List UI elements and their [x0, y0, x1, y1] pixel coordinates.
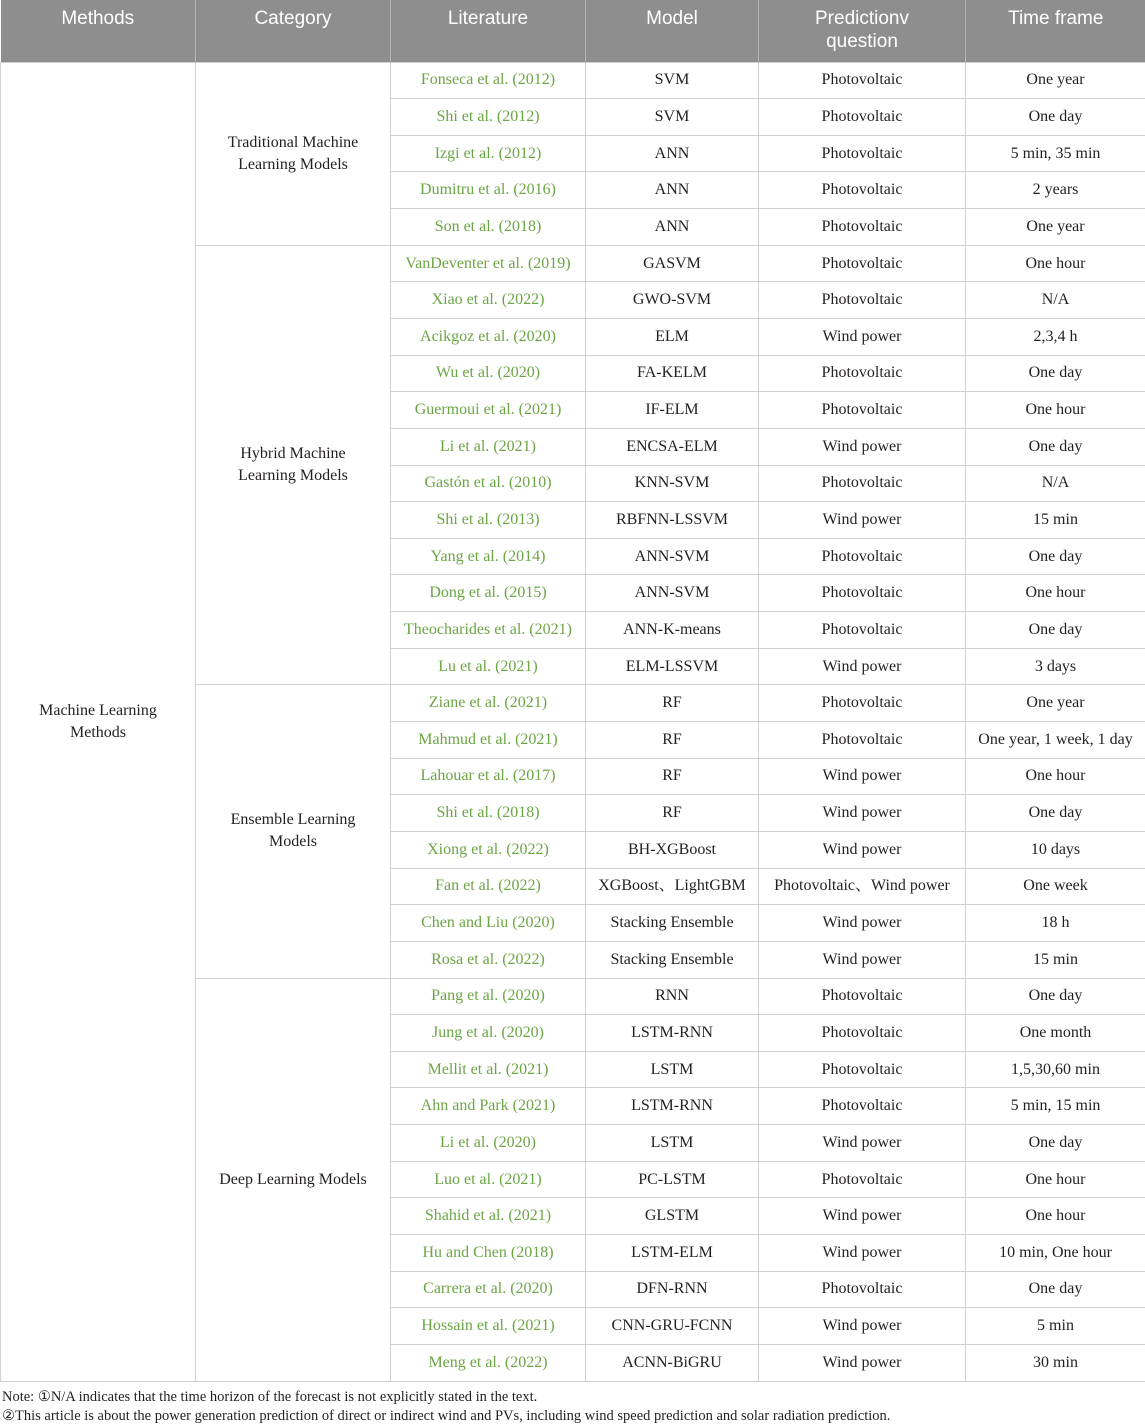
model-cell: GLSTM: [586, 1198, 759, 1235]
time-frame-cell: One day: [966, 612, 1145, 649]
citation-link[interactable]: Mahmud et al. (2021): [418, 730, 558, 748]
category-label: Traditional Machine Learning Models: [227, 133, 359, 173]
literature-cell: [391, 648, 586, 685]
citation-link[interactable]: Xiong et al. (2022): [427, 840, 549, 858]
citation-link[interactable]: Dong et al. (2015): [429, 584, 547, 602]
header-literature: Literature: [391, 0, 586, 62]
citation-link[interactable]: Son et al. (2018): [434, 217, 542, 235]
citation-link[interactable]: Mellit et al. (2021): [427, 1060, 549, 1078]
literature-cell: [391, 905, 586, 942]
model-cell: ENCSA-ELM: [586, 428, 759, 465]
citation-link[interactable]: VanDeventer et al. (2019): [405, 254, 571, 272]
literature-cell: [391, 1088, 586, 1125]
header-time-frame: Time frame: [966, 0, 1145, 62]
header-row: [1, 0, 1145, 62]
prediction-question-cell: Photovoltaic: [759, 575, 966, 612]
model-cell: PC-LSTM: [586, 1161, 759, 1198]
literature-cell: [391, 1271, 586, 1308]
category-label: Ensemble Learning Models: [230, 811, 356, 851]
category-label: Deep Learning Models: [219, 1170, 367, 1188]
citation-link[interactable]: Wu et al. (2020): [435, 364, 541, 382]
citation-link[interactable]: Fan et al. (2022): [435, 877, 541, 895]
time-frame-cell: N/A: [966, 465, 1145, 502]
header-model: Model: [586, 0, 759, 62]
time-frame-cell: One day: [966, 1125, 1145, 1162]
prediction-question-cell: Photovoltaic: [759, 99, 966, 136]
method-label: Machine Learning Methods: [39, 701, 157, 741]
literature-cell: [391, 135, 586, 172]
citation-link[interactable]: Shi et al. (2012): [436, 107, 540, 125]
prediction-question-cell: Photovoltaic: [759, 685, 966, 722]
literature-cell: [391, 355, 586, 392]
prediction-question-cell: Photovoltaic: [759, 392, 966, 429]
model-cell: CNN-GRU-FCNN: [586, 1308, 759, 1345]
literature-cell: [391, 1235, 586, 1272]
prediction-question-cell: Photovoltaic: [759, 538, 966, 575]
citation-link[interactable]: Ziane et al. (2021): [428, 694, 548, 712]
model-cell: LSTM-ELM: [586, 1235, 759, 1272]
citation-link[interactable]: Dumitru et al. (2016): [420, 181, 556, 199]
time-frame-cell: One year: [966, 209, 1145, 246]
prediction-question-cell: Photovoltaic: [759, 135, 966, 172]
citation-link[interactable]: Li et al. (2020): [440, 1133, 536, 1151]
time-frame-cell: 15 min: [966, 941, 1145, 978]
model-cell: FA-KELM: [586, 355, 759, 392]
literature-cell: [391, 282, 586, 319]
citation-link[interactable]: Fonseca et al. (2012): [420, 71, 556, 89]
prediction-question-cell: Photovoltaic: [759, 978, 966, 1015]
category-cell: [196, 245, 391, 685]
citation-link[interactable]: Hossain et al. (2021): [421, 1317, 555, 1335]
model-cell: ACNN-BiGRU: [586, 1344, 759, 1381]
model-cell: KNN-SVM: [586, 465, 759, 502]
time-frame-cell: One day: [966, 428, 1145, 465]
model-cell: LSTM: [586, 1051, 759, 1088]
time-frame-cell: 5 min, 35 min: [966, 135, 1145, 172]
citation-link[interactable]: Ahn and Park (2021): [420, 1097, 556, 1115]
citation-link[interactable]: Yang et al. (2014): [430, 547, 546, 565]
time-frame-cell: One day: [966, 1271, 1145, 1308]
citation-link[interactable]: Acikgoz et al. (2020): [420, 327, 556, 345]
methods-cell: [1, 62, 196, 1381]
literature-cell: [391, 392, 586, 429]
model-cell: ANN: [586, 135, 759, 172]
prediction-question-cell: Wind power: [759, 941, 966, 978]
prediction-question-cell: Wind power: [759, 318, 966, 355]
model-cell: GASVM: [586, 245, 759, 282]
prediction-question-cell: Photovoltaic: [759, 282, 966, 319]
time-frame-cell: 5 min, 15 min: [966, 1088, 1145, 1125]
literature-cell: [391, 502, 586, 539]
prediction-question-cell: Photovoltaic: [759, 355, 966, 392]
literature-cell: [391, 1125, 586, 1162]
literature-cell: [391, 941, 586, 978]
citation-link[interactable]: Lu et al. (2021): [438, 657, 538, 675]
time-frame-cell: One hour: [966, 758, 1145, 795]
time-frame-cell: 2 years: [966, 172, 1145, 209]
literature-cell: [391, 99, 586, 136]
model-cell: LSTM-RNN: [586, 1015, 759, 1052]
time-frame-cell: N/A: [966, 282, 1145, 319]
header-category: Category: [196, 0, 391, 62]
citation-link[interactable]: Rosa et al. (2022): [431, 950, 545, 968]
table-notes: [0, 1388, 1145, 1427]
literature-cell: [391, 722, 586, 759]
time-frame-cell: One day: [966, 538, 1145, 575]
category-cell: [196, 978, 391, 1381]
prediction-question-cell: Wind power: [759, 1235, 966, 1272]
citation-link[interactable]: Theocharides et al. (2021): [404, 620, 572, 638]
literature-cell: [391, 465, 586, 502]
prediction-question-cell: Wind power: [759, 502, 966, 539]
time-frame-cell: One day: [966, 99, 1145, 136]
citation-link[interactable]: Meng et al. (2022): [428, 1353, 548, 1371]
time-frame-cell: One day: [966, 355, 1145, 392]
prediction-question-cell: Photovoltaic: [759, 245, 966, 282]
literature-cell: [391, 575, 586, 612]
model-cell: Stacking Ensemble: [586, 905, 759, 942]
citation-link[interactable]: Lahouar et al. (2017): [420, 767, 556, 785]
citation-link[interactable]: Shahid et al. (2021): [424, 1207, 552, 1225]
prediction-question-cell: Wind power: [759, 905, 966, 942]
model-cell: SVM: [586, 62, 759, 99]
literature-cell: [391, 831, 586, 868]
category-label: Hybrid Machine Learning Models: [238, 445, 348, 485]
literature-cell: [391, 62, 586, 99]
model-cell: ANN-K-means: [586, 612, 759, 649]
citation-link[interactable]: Jung et al. (2020): [432, 1023, 544, 1041]
model-cell: LSTM: [586, 1125, 759, 1162]
prediction-question-cell: Photovoltaic: [759, 209, 966, 246]
model-cell: Stacking Ensemble: [586, 941, 759, 978]
citation-link[interactable]: Shi et al. (2018): [436, 804, 540, 822]
literature-cell: [391, 795, 586, 832]
model-cell: SVM: [586, 99, 759, 136]
literature-cell: [391, 428, 586, 465]
time-frame-cell: One year: [966, 685, 1145, 722]
prediction-question-cell: Wind power: [759, 831, 966, 868]
prediction-question-cell: Wind power: [759, 1125, 966, 1162]
model-cell: ELM: [586, 318, 759, 355]
literature-cell: [391, 1051, 586, 1088]
prediction-question-cell: Photovoltaic: [759, 1015, 966, 1052]
time-frame-cell: One hour: [966, 245, 1145, 282]
citation-link[interactable]: Gastón et al. (2010): [424, 474, 552, 492]
prediction-question-cell: Photovoltaic: [759, 465, 966, 502]
prediction-question-cell: Wind power: [759, 1198, 966, 1235]
literature-cell: [391, 1015, 586, 1052]
time-frame-cell: One hour: [966, 392, 1145, 429]
model-cell: GWO-SVM: [586, 282, 759, 319]
prediction-question-cell: Wind power: [759, 1344, 966, 1381]
citation-link[interactable]: Pang et al. (2020): [431, 987, 545, 1005]
citation-link[interactable]: Luo et al. (2021): [434, 1170, 542, 1188]
category-cell: [196, 685, 391, 978]
literature-cell: [391, 1161, 586, 1198]
time-frame-cell: 15 min: [966, 502, 1145, 539]
literature-cell: [391, 868, 586, 905]
time-frame-cell: One hour: [966, 1198, 1145, 1235]
time-frame-cell: 10 min, One hour: [966, 1235, 1145, 1272]
literature-cell: [391, 612, 586, 649]
time-frame-cell: One day: [966, 978, 1145, 1015]
prediction-question-cell: Photovoltaic: [759, 612, 966, 649]
header-methods: Methods: [1, 0, 196, 62]
model-cell: RF: [586, 722, 759, 759]
time-frame-cell: 2,3,4 h: [966, 318, 1145, 355]
literature-cell: [391, 978, 586, 1015]
citation-link[interactable]: Carrera et al. (2020): [423, 1280, 553, 1298]
prediction-question-cell: Photovoltaic: [759, 62, 966, 99]
time-frame-cell: One month: [966, 1015, 1145, 1052]
prediction-question-cell: Photovoltaic: [759, 722, 966, 759]
literature-cell: [391, 1308, 586, 1345]
prediction-question-cell: Wind power: [759, 1308, 966, 1345]
model-cell: RF: [586, 758, 759, 795]
time-frame-cell: One hour: [966, 1161, 1145, 1198]
literature-cell: [391, 538, 586, 575]
time-frame-cell: 30 min: [966, 1344, 1145, 1381]
model-cell: ANN-SVM: [586, 575, 759, 612]
header-prediction-question: [759, 0, 966, 62]
literature-cell: [391, 245, 586, 282]
prediction-question-cell: Photovoltaic: [759, 172, 966, 209]
model-cell: RF: [586, 685, 759, 722]
prediction-question-cell: Wind power: [759, 648, 966, 685]
time-frame-cell: One year: [966, 62, 1145, 99]
time-frame-cell: One hour: [966, 575, 1145, 612]
prediction-question-cell: Photovoltaic: [759, 1271, 966, 1308]
model-cell: IF-ELM: [586, 392, 759, 429]
citation-link[interactable]: Shi et al. (2013): [436, 511, 540, 528]
model-cell: ANN: [586, 172, 759, 209]
table-note: ②This article is about the power generation prediction of direct or indirect wind and PVs, including wind speed prediction and solar radiation prediction.: [2, 1408, 891, 1425]
prediction-question-cell: Photovoltaic: [759, 1051, 966, 1088]
literature-cell: [391, 685, 586, 722]
table-body: [1, 62, 1145, 1381]
prediction-question-cell: Wind power: [759, 428, 966, 465]
model-cell: ANN-SVM: [586, 538, 759, 575]
literature-cell: [391, 209, 586, 246]
prediction-question-cell: Photovoltaic: [759, 1161, 966, 1198]
model-cell: LSTM-RNN: [586, 1088, 759, 1125]
citation-link[interactable]: Hu and Chen (2018): [422, 1243, 554, 1261]
table-note: Note: ①N/A indicates that the time horizon of the forecast is not explicitly stated in the text.: [2, 1388, 538, 1405]
time-frame-cell: 3 days: [966, 648, 1145, 685]
header-prediction-question-label: Predictionv question: [815, 8, 909, 52]
model-cell: XGBoost、LightGBM: [586, 868, 759, 905]
prediction-question-cell: Wind power: [759, 795, 966, 832]
model-cell: RNN: [586, 978, 759, 1015]
model-cell: DFN-RNN: [586, 1271, 759, 1308]
time-frame-cell: 18 h: [966, 905, 1145, 942]
model-cell: RBFNN-LSSVM: [586, 502, 759, 539]
time-frame-cell: One year, 1 week, 1 day: [966, 722, 1145, 759]
literature-cell: [391, 318, 586, 355]
time-frame-cell: One week: [966, 868, 1145, 905]
prediction-question-cell: Photovoltaic: [759, 1088, 966, 1125]
citation-link[interactable]: Xiao et al. (2022): [431, 291, 545, 309]
literature-cell: [391, 172, 586, 209]
prediction-question-cell: Wind power: [759, 758, 966, 795]
literature-cell: [391, 1198, 586, 1235]
time-frame-cell: One day: [966, 795, 1145, 832]
table-row: [1, 62, 1145, 99]
time-frame-cell: 5 min: [966, 1308, 1145, 1345]
table-header: [1, 0, 1145, 62]
model-cell: ELM-LSSVM: [586, 648, 759, 685]
literature-cell: [391, 1344, 586, 1381]
literature-cell: [391, 758, 586, 795]
model-cell: ANN: [586, 209, 759, 246]
time-frame-cell: 10 days: [966, 831, 1145, 868]
citation-link[interactable]: Chen and Liu (2020): [421, 914, 555, 932]
category-cell: [196, 62, 391, 245]
citation-link[interactable]: Li et al. (2021): [440, 437, 536, 455]
model-cell: RF: [586, 795, 759, 832]
model-cell: BH-XGBoost: [586, 831, 759, 868]
prediction-question-cell: Photovoltaic、Wind power: [759, 868, 966, 905]
citation-link[interactable]: Izgi et al. (2012): [434, 144, 542, 162]
time-frame-cell: 1,5,30,60 min: [966, 1051, 1145, 1088]
citation-link[interactable]: Guermoui et al. (2021): [414, 401, 562, 419]
